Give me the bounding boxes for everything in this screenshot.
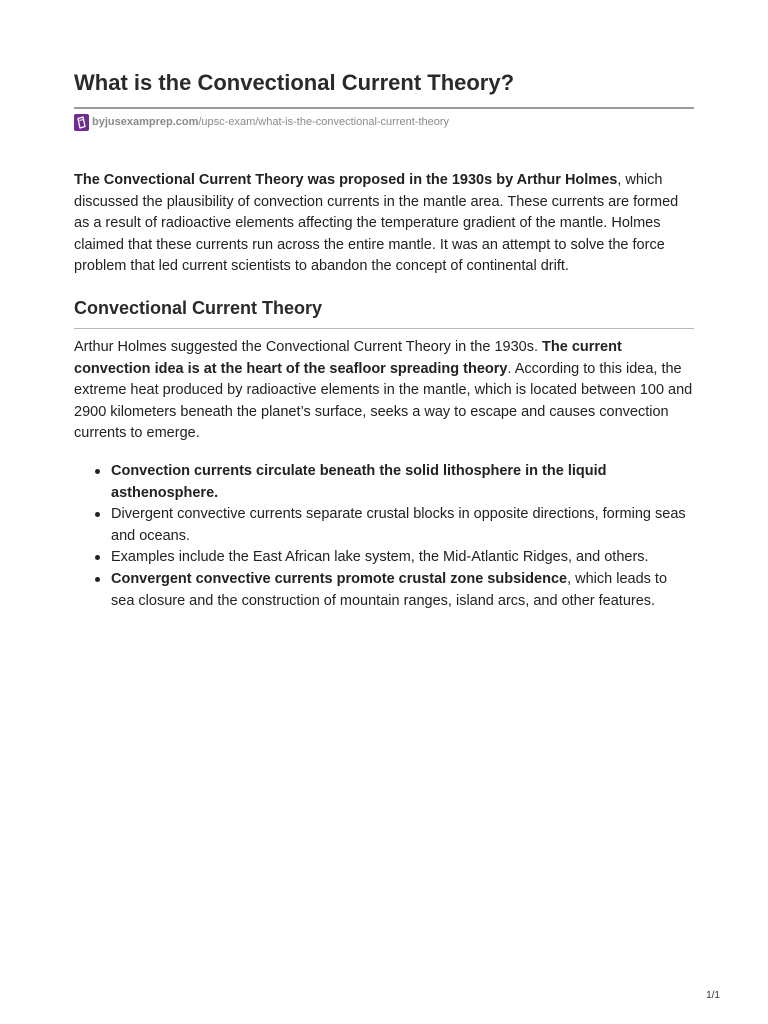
list-item xyxy=(74,461,694,504)
intro-bold: The Convectional Current Theory was proposed in the 1930s by Arthur Holmes xyxy=(74,172,618,188)
list-item xyxy=(74,547,694,569)
list-item-text: Divergent convective currents separate crustal blocks in opposite directions, forming seas and oceans. xyxy=(111,506,686,544)
section-heading: Convectional Current Theory xyxy=(74,298,323,318)
source-domain: byjusexamprep.com xyxy=(92,116,199,128)
list-item-bold: Convergent convective currents promote crustal zone subsidence xyxy=(111,570,568,587)
section-text-start: Arthur Holmes suggested the Convectional Current Theory in the 1930s. xyxy=(74,339,543,355)
list-item xyxy=(74,504,694,547)
section-divider xyxy=(74,328,694,329)
intro-paragraph xyxy=(74,170,694,278)
page-title: What is the Convectional Current Theory? xyxy=(74,70,515,95)
byjus-favicon-icon xyxy=(74,114,89,131)
intro-text: , which discussed the plausibility of convection currents in the mantle area. These currents are formed as a result of radioactive elements affecting the temperature gradient of the mantle. Holmes claimed that these currents run across the entire mantle. It was an attempt to solve the force problem that led current scientists to abandon the concept of continental drift. xyxy=(74,172,679,275)
bullet-list xyxy=(74,461,694,612)
title-divider xyxy=(74,107,694,109)
list-item-text: Examples include the East African lake system, the Mid-Atlantic Ridges, and others. xyxy=(111,549,649,566)
source-path: /upsc-exam/what-is-the-convectional-current-theory xyxy=(198,116,450,128)
section-paragraph xyxy=(74,337,694,445)
source-link[interactable] xyxy=(74,113,449,131)
section-bold: The current convection idea is at the heart of the seafloor spreading theory xyxy=(74,339,622,377)
list-item-bold: Convection currents circulate beneath the solid lithosphere in the liquid asthenosphere. xyxy=(111,463,607,501)
list-item-text: , which leads to sea closure and the construction of mountain ranges, island arcs, and other features. xyxy=(111,570,668,609)
list-item xyxy=(74,569,694,612)
section-text-rest: . According to this idea, the extreme heat produced by radioactive elements in the mantle, which is located between 100 and 2900 kilometers beneath the planet’s surface, seeks a way to escape and causes convection currents to emerge. xyxy=(74,360,693,442)
page-number: 1/1 xyxy=(706,990,720,1001)
